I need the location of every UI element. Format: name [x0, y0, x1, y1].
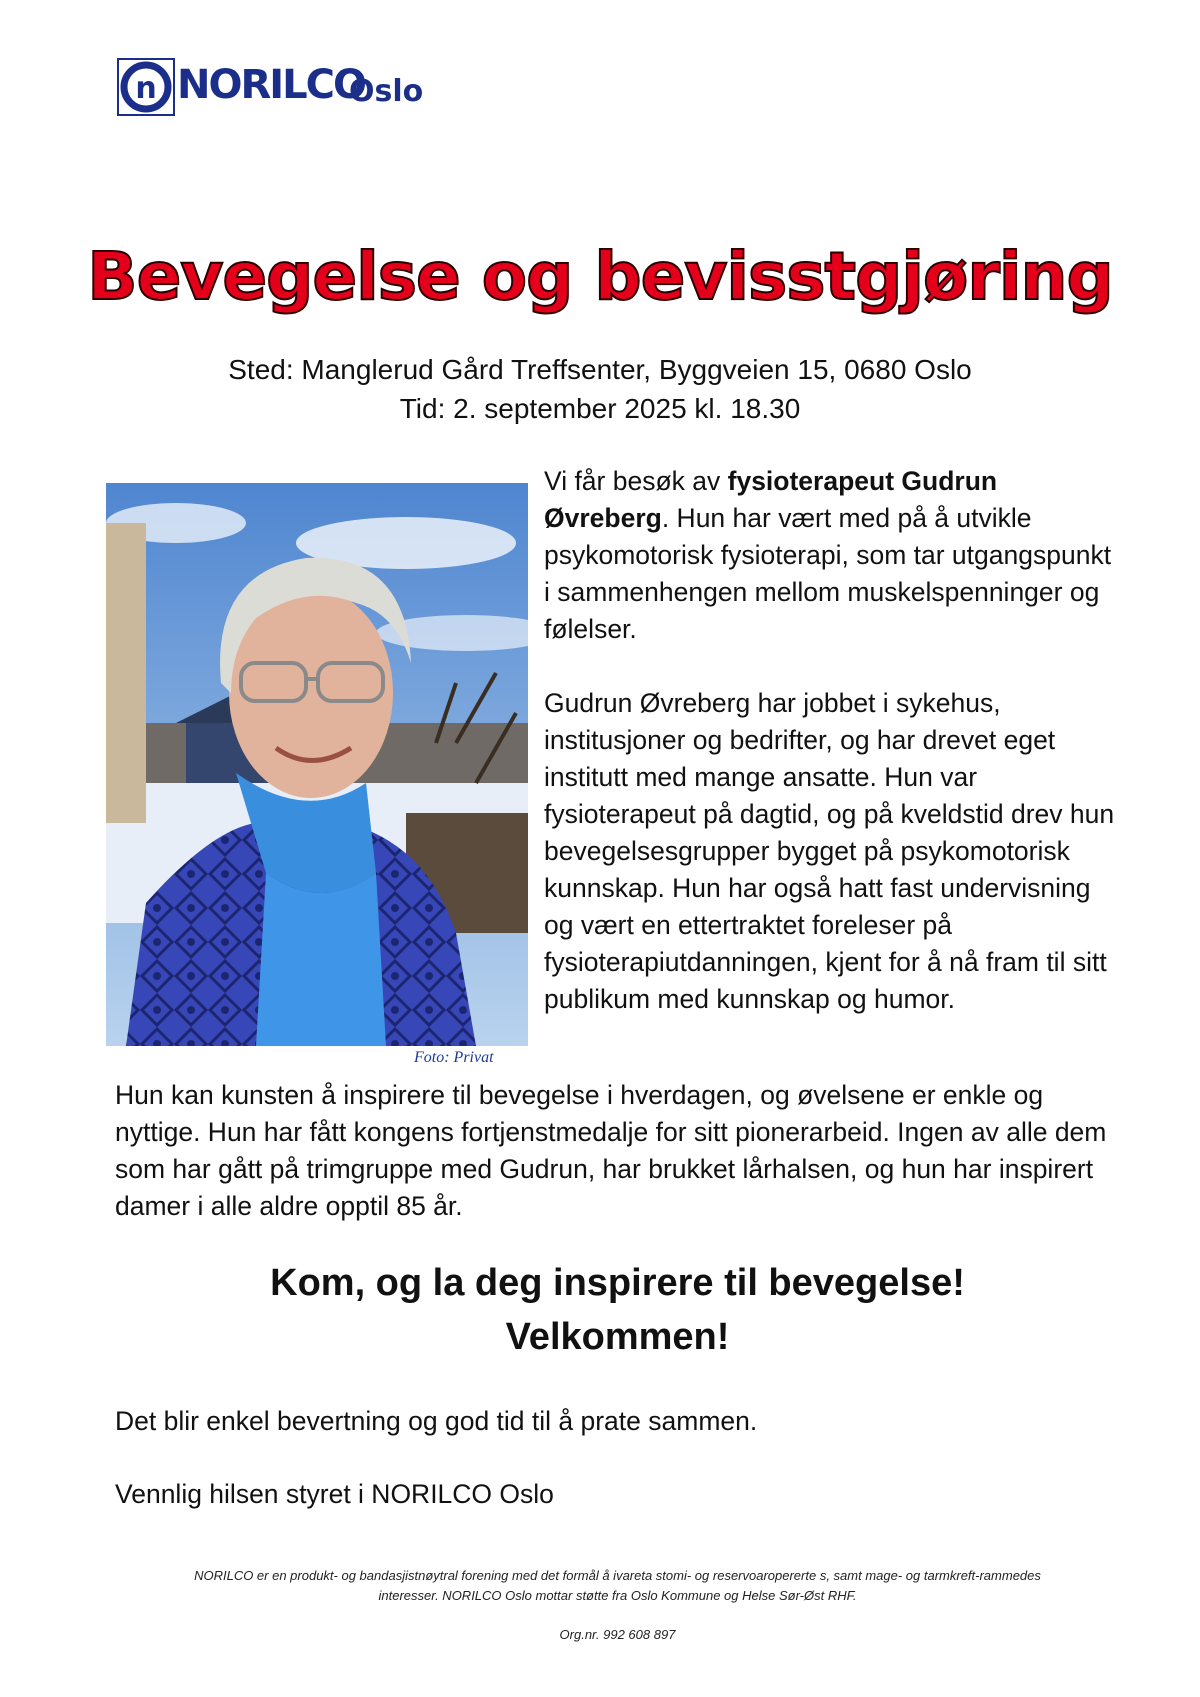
refreshments-text: Det blir enkel bevertning og god tid til å prate sammen.	[115, 1406, 758, 1436]
org-number: Org.nr. 992 608 897	[559, 1627, 676, 1642]
photo-caption: Foto: Privat	[414, 1049, 494, 1066]
footer-line-2: interesser. NORILCO Oslo mottar støtte fra Oslo Kommune og Helse Sør-Øst RHF.	[378, 1588, 857, 1603]
body-paragraph: Hun kan kunsten å inspirere til bevegelse i hverdagen, og øvelsene er enkle og nyttige. Hun har fått kongens fortjenstmedalje for sitt pionerarbeid. Ingen av alle dem som har gått på trimgruppe med Gudrun, har brukket lårhalsen, og hun har inspirert damer i alle aldre opptil 85 år.	[115, 1080, 1107, 1221]
logo-wordmark: NORILCO	[177, 62, 366, 108]
norilco-logo	[117, 58, 427, 120]
page-title: Bevegelse og bevisstgjøring	[87, 238, 1113, 315]
footer-line-1: NORILCO er en produkt- og bandasjistnøytral forening med det formål å ivareta stomi- og reservoaropererte s, samt mage- og tarmkreft-rammedes	[194, 1568, 1041, 1583]
logo-n-icon	[119, 60, 173, 114]
call-to-action: Kom, og la deg inspirere til bevegelse!	[270, 1262, 965, 1304]
welcome-text: Velkommen!	[505, 1316, 730, 1358]
intro-paragraph-2: Gudrun Øvreberg har jobbet i sykehus, institusjoner og bedrifter, og har drevet eget institutt med mange ansatte. Hun var fysioterapeut på dagtid, og på kveldstid drev hun bevegelsesgrupper bygget på psykomotorisk kunnskap. Hun har også hatt fast undervisning og vært en ettertraktet foreleser på fysioterapiutdanningen, kjent for å nå fram til sitt publikum med kunnskap og humor.	[544, 688, 1115, 1014]
intro-text	[544, 463, 1124, 1055]
greeting-text: Vennlig hilsen styret i NORILCO Oslo	[115, 1479, 554, 1509]
event-location: Sted: Manglerud Gård Treffsenter, Byggveien 15, 0680 Oslo	[228, 354, 972, 385]
speaker-name: fysioterapeut Gudrun Øvreberg	[544, 466, 998, 533]
event-time: Tid: 2. september 2025 kl. 18.30	[399, 393, 801, 424]
logo-city: Oslo	[349, 74, 424, 109]
intro-paragraph-1: Vi får besøk av fysioterapeut Gudrun Øvreberg. Hun har vært med på å utvikle psykomotorisk fysioterapi, som tar utgangspunkt i sammenhengen mellom muskelspenninger og følelser.	[544, 466, 1112, 644]
logo-mark	[117, 58, 175, 116]
svg-text:n: n	[135, 71, 157, 106]
portrait-photo	[106, 483, 528, 1046]
